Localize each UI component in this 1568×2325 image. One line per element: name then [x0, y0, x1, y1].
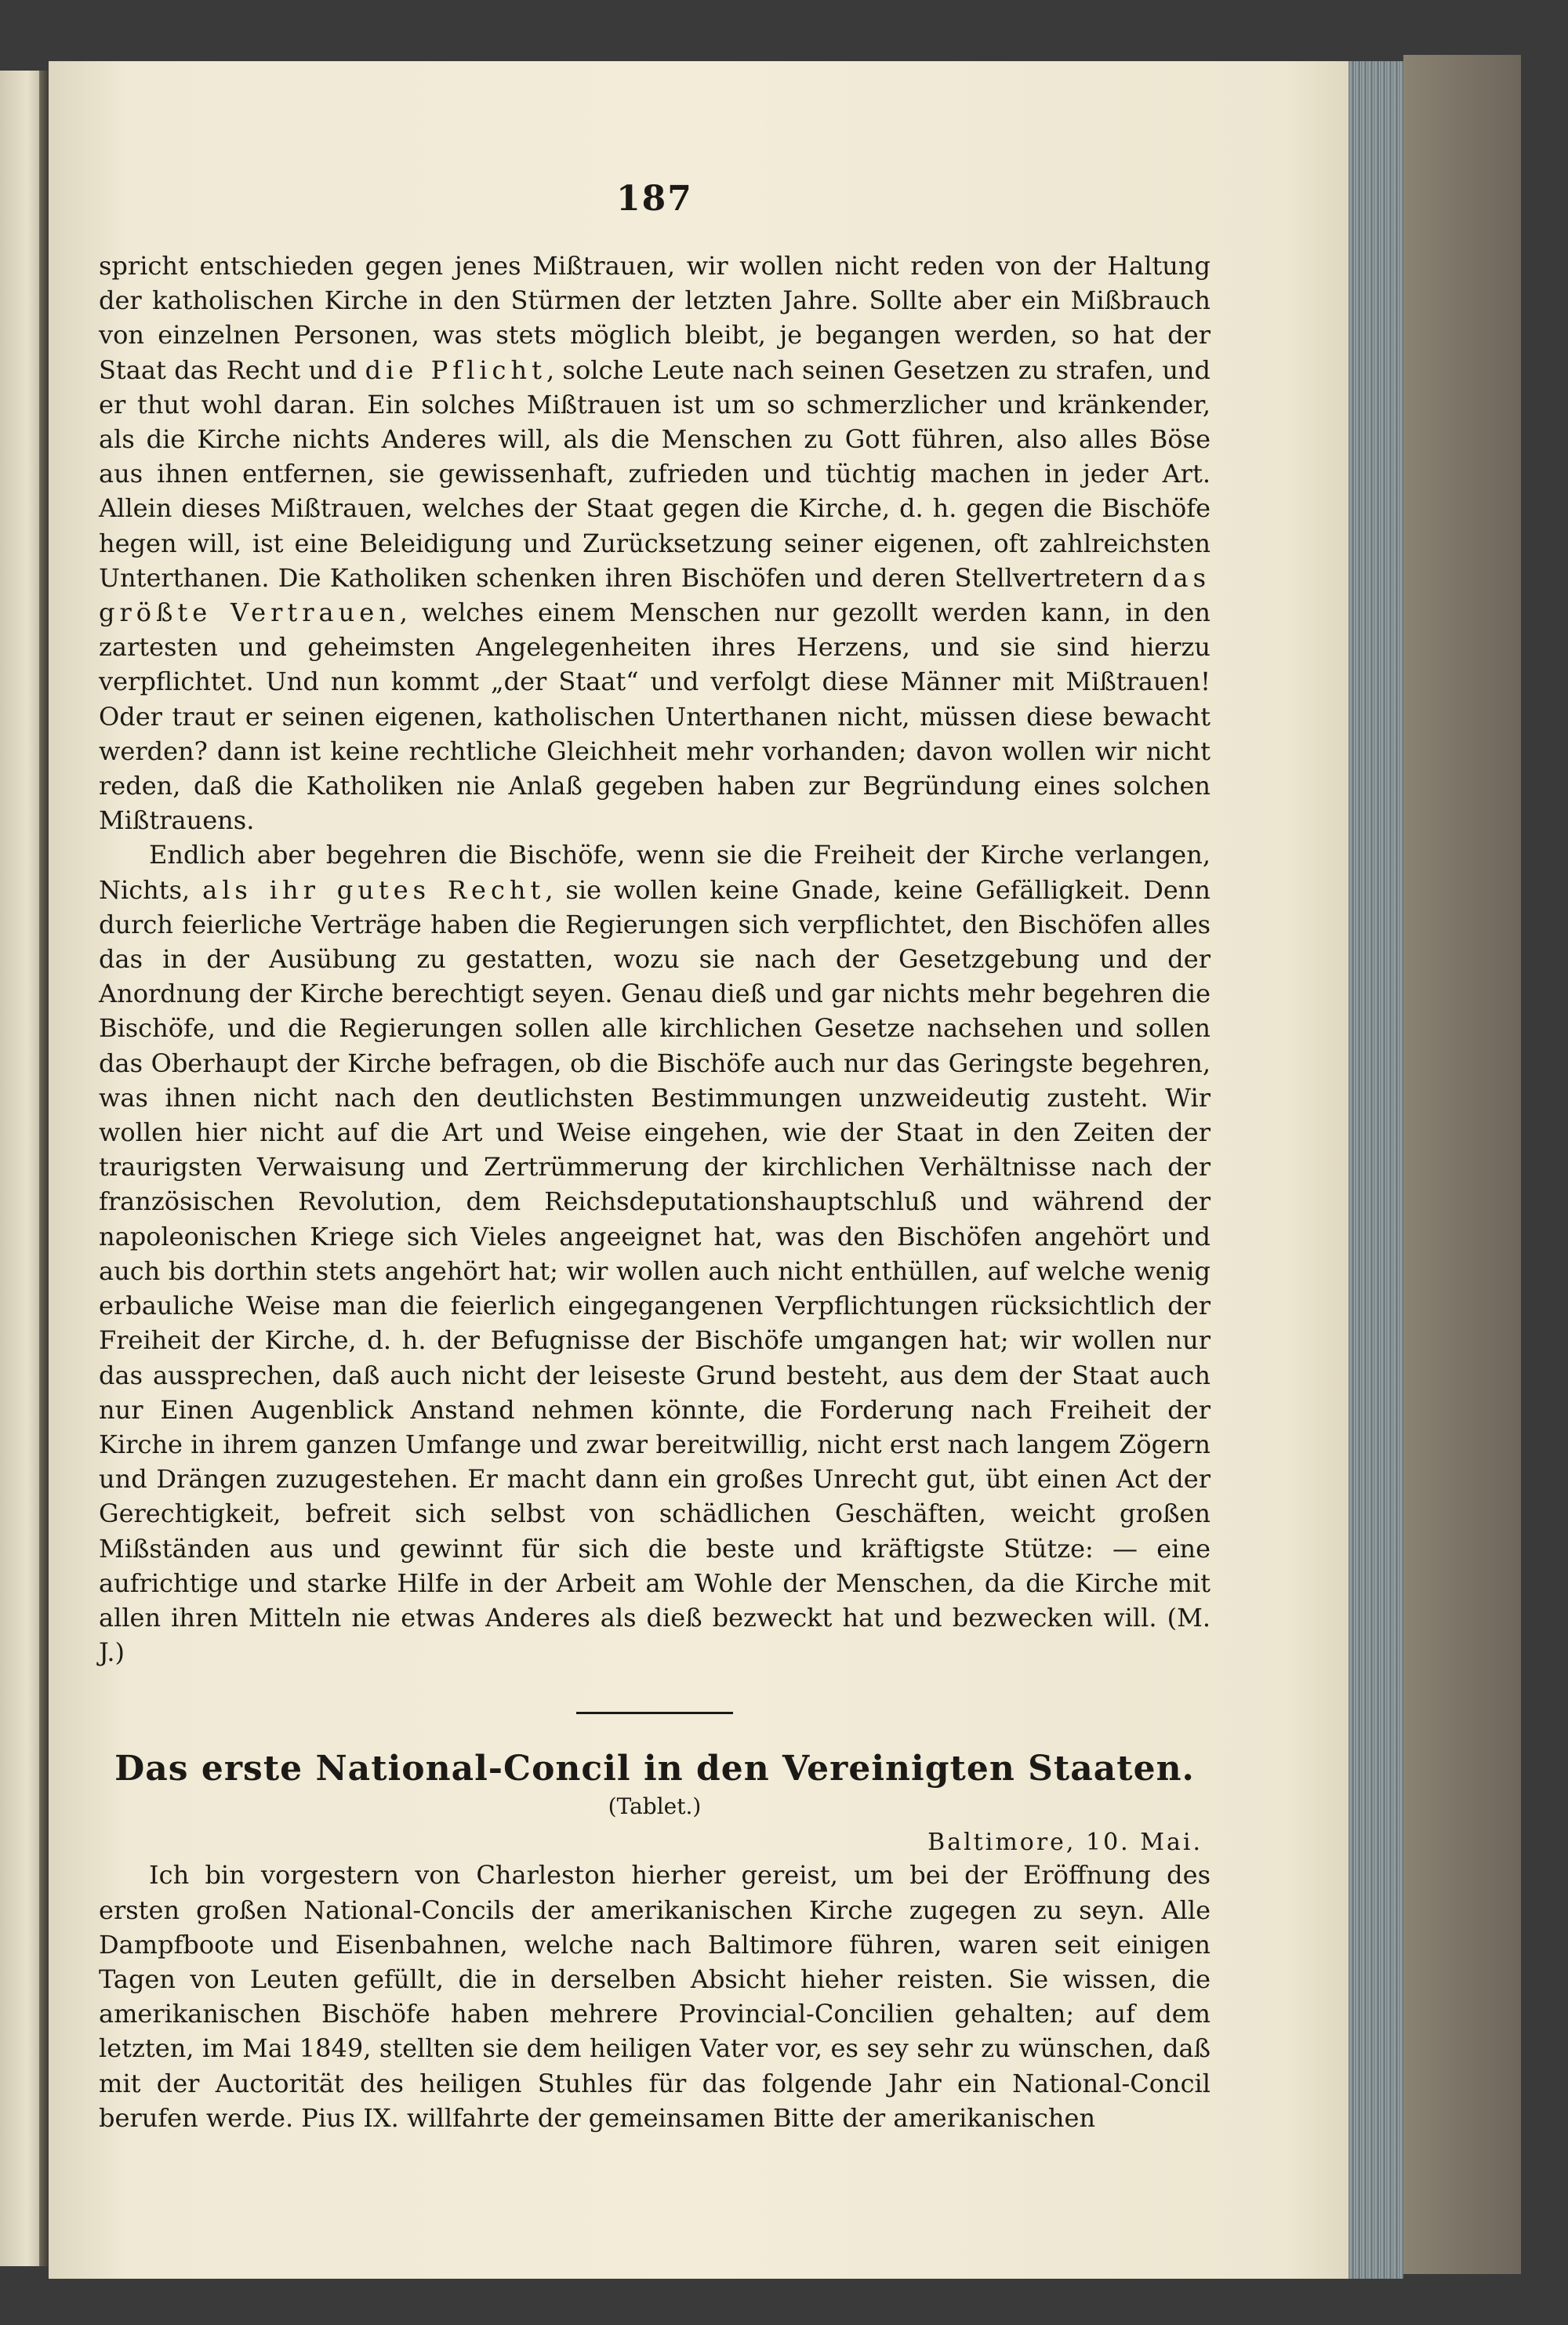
article-paragraph: Ich bin vorgestern von Charleston hierher gereist, um bei der Eröffnung des ersten großen National-Concils der amerikanischen Kirche zugegen zu seyn. Alle Dampfboote und Eisenbahnen, welche nach Baltimore führen, waren seit einigen Tagen von Leuten gefüllt, die in derselben Absicht hieher reisten. Sie wissen, die amerikanischen Bischöfe haben mehrere Provincial-Concilien gehalten; auf dem letzten, im Mai 1849, stellten sie dem heiligen Vater vor, es sey sehr zu wünschen, daß mit der Auctorität des heiligen Stuhles für das folgende Jahr ein National-Concil berufen werde. Pius IX. willfahrte der gemeinsamen Bitte der amerikanischen	[99, 1860, 1210, 2133]
page-text	[99, 179, 1210, 2135]
body-paragraph-1-text-c: , welches einem Menschen nur gezollt werden kann, in den zartesten und geheimsten Angelegenheiten ihres Herzens, und sie sind hierzu verpflichtet. Und nun kommt „der Staat“ und verfolgt diese Männer mit Mißtrauen! Oder traut er seinen eigenen, katholischen Unterthanen nicht, müssen diese bewacht werden? dann ist keine rechtliche Gleichheit mehr vorhanden; davon wollen wir nicht reden, daß die Katholiken nie Anlaß gegeben haben zur Begründung eines solchen Mißtrauens.	[99, 598, 1211, 836]
body-paragraph-2	[99, 837, 1210, 1669]
body-paragraph-2-text-b: , sie wollen keine Gnade, keine Gefälligkeit. Denn durch feierliche Verträge haben die Regierungen sich verpflichtet, den Bischöfen alles das in der Ausübung zu gestatten, wozu sie nach der Gesetzgebung und der Anordnung der Kirche berechtigt seyen. Genau dieß und gar nichts mehr begehren die Bischöfe, und die Regierungen sollen alle kirchlichen Gesetze nachsehen und sollen das Oberhaupt der Kirche befragen, ob die Bischöfe auch nur das Geringste begehren, was ihnen nicht nach den deutlichsten Bestimmungen unzweideutig zusteht. Wir wollen hier nicht auf die Art und Weise eingehen, wie der Staat in den Zeiten der traurigsten Verwaisung und Zertrümmerung der kirchlichen Verhältnisse nach der französischen Revolution, dem Reichsdeputationshauptschluß und während der napoleonischen Kriege sich Vieles angeeignet hat, was den Bischöfen angehört und auch bis dorthin stets angehört hat; wir wollen auch nicht enthüllen, auf welche wenig erbauliche Weise man die feierlich eingegangenen Verpflichtungen rücksichtlich der Freiheit der Kirche, d. h. der Befugnisse der Bischöfe umgangen hat; wir wollen nur das aussprechen, daß auch nicht der leiseste Grund besteht, aus dem der Staat auch nur Einen Augenblick Anstand nehmen könnte, die Forderung nach Freiheit der Kirche in ihrem ganzen Umfange und zwar bereitwillig, nicht erst nach langem Zögern und Drängen zuzugestehen. Er macht dann ein großes Unrecht gut, übt einen Act der Gerechtigkeit, befreit sich selbst von schädlichen Geschäften, weicht großen Mißständen aus und gewinnt für sich die beste und kräftigste Stütze: — eine aufrichtige und starke Hilfe in der Arbeit am Wohle der Menschen, da die Kirche mit allen ihren Mitteln nie etwas Anderes als dieß bezweckt hat und bezwecken will. (M. J.)	[99, 874, 1211, 1668]
body-paragraph-1	[99, 249, 1210, 837]
section-divider	[576, 1712, 733, 1714]
body-paragraph-1-text-a: spricht entschieden gegen jenes Mißtrauen, wir wollen nicht reden von der Haltung der katholischen Kirche in den Stürmen der letzten Jahre. Sollte aber ein Mißbrauch von einzelnen Personen, was stets möglich bleibt, je begangen werden, so hat der Staat das Recht und	[99, 251, 1210, 385]
spaced-emphasis: als ihr gutes Recht	[202, 874, 546, 905]
body-paragraph-1-text-b: , solche Leute nach seinen Gesetzen zu strafen, und er thut wohl daran. Ein solches Mißtrauen ist um so schmerzlicher und kränkender, als die Kirche nichts Anderes will, als die Menschen zu Gott führen, also alles Böse aus ihnen entfernen, sie gewissenhaft, zufrieden und tüchtig machen in jeder Art. Allein dieses Mißtrauen, welches der Staat gegen die Kirche, d. h. gegen die Bischöfe hegen will, ist eine Beleidigung und Zurücksetzung seiner eigenen, oft zahlreichsten Unterthanen. Die Katholiken schenken ihren Bischöfen und deren Stellvertretern	[99, 354, 1211, 593]
spaced-emphasis: die Pflicht	[365, 354, 546, 385]
page-edges	[1348, 61, 1403, 2279]
article-dateline: Baltimore, 10. Mai.	[927, 1829, 1203, 1857]
article-title: Das erste National-Concil in den Vereinigten Staaten.	[114, 1749, 1195, 1789]
spaced-emphasis: das größte Vertrauen	[99, 562, 1210, 628]
article-source: (Tablet.)	[608, 1793, 702, 1820]
book-cover-board	[1403, 55, 1521, 2274]
page-number: 187	[616, 179, 693, 219]
body-paragraph-2-text-a: Endlich aber begehren die Bischöfe, wenn sie die Freiheit der Kirche verlangen, Nichts,	[99, 840, 1210, 905]
